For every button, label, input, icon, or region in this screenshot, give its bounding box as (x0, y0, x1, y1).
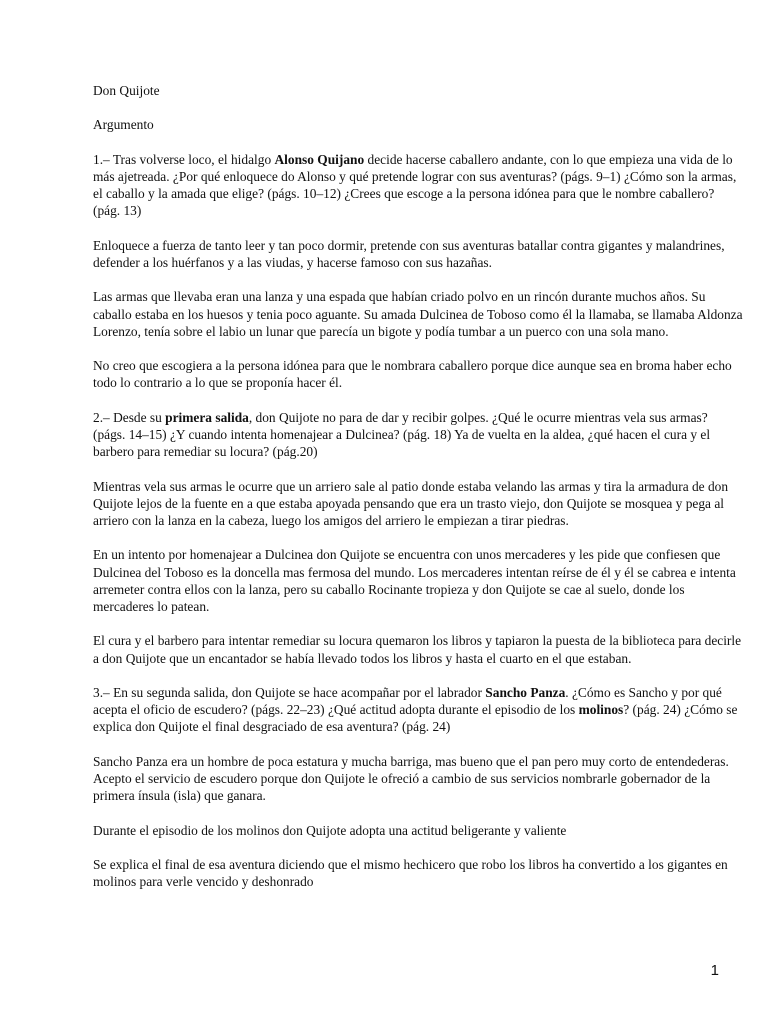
answer-1-paragraph-1: Enloquece a fuerza de tanto leer y tan poco dormir, pretende con sus aventuras batallar contra gigantes y malandrines, defender a los huérfanos y a las viudas, y hacerse famoso con sus hazañas. (93, 237, 725, 270)
question-3-middle: . ¿Cómo es Sancho y por qué acepta el oficio de escudero? (págs. 22–23) ¿Qué actitud adopta durante el episodio de los (93, 684, 722, 718)
document-title: Don Quijote (93, 83, 160, 98)
question-1-suffix: decide hacerse caballero andante, con lo que empieza una vida de lo más ajetreada. ¿Por qué enloquece do Alonso y qué pretende lograr con sus aventuras? (págs. 9–1) ¿Cómo son la armas, el caballo y la amada que elige? (págs. 10–12) ¿Crees que escoge a la persona idónea para que le nombre caballero? (pág. 13) (93, 151, 737, 219)
answer-3-paragraph-3: Se explica el final de esa aventura diciendo que el mismo hechicero que robo los libros ha convertido a los gigantes en molinos para verle vencido y deshonrado (93, 856, 728, 890)
question-2-prefix: 2.– Desde su (93, 409, 166, 425)
answer-3-paragraph-1: Sancho Panza era un hombre de poca estatura y mucha barriga, mas bueno que el pan pero muy corto de entendederas. Acepto el servicio de escudero porque don Quijote le ofreció a cambio de sus servicios nombrarle gobernador de la primera ínsula (isla) que ganara. (93, 753, 729, 804)
question-2 (93, 409, 743, 461)
page-number: 1 (710, 962, 719, 979)
question-1-bold: Alonso Quijano (274, 151, 365, 167)
answer-2-paragraph-1: Mientras vela sus armas le ocurre que un arriero sale al patio donde estaba velando las armas y tira la armadura de don Quijote lejos de la fuente en a que estaba apoyada pensando que era un trasto viejo, don Quijote se mosquea y pega al arriero con la lanza en la cabeza, luego los amigos del arriero le empiezan a tirar piedras. (93, 478, 729, 528)
answer-1-paragraph-2: Las armas que llevaba eran una lanza y una espada que habían criado polvo en un rincón durante muchos años. Su caballo estaba en los huesos y tenia poco aguante. Su amada Dulcinea de Toboso como él la llamaba, se llamaba Aldonza Lorenzo, tenía sobre el labio un lunar que parecía un bigote y podía tumbar a un puerco con una sola mano. (93, 289, 743, 339)
question-3-prefix: 3.– En su segunda salida, don Quijote se hace acompañar por el labrador (93, 684, 486, 700)
question-2-bold: primera salida (165, 409, 249, 425)
answer-2-paragraph-3: El cura y el barbero para intentar remediar su locura quemaron los libros y tapiaron la puesta de la biblioteca para decirle a don Quijote que un encantador se había llevado todos los libros y hasta el cuarto en el que estaban. (93, 633, 742, 666)
question-3-suffix: ? (pág. 24) ¿Cómo se explica don Quijote el final desgraciado de esa aventura? (pág. 24) (93, 702, 738, 735)
question-1-prefix: 1.– Tras volverse loco, el hidalgo (93, 151, 275, 167)
question-2-suffix: , don Quijote no para de dar y recibir golpes. ¿Qué le ocurre mientras vela sus armas? (págs. 14–15) ¿Y cuando intenta homenajear a Dulcinea? (pág. 18) Ya de vuelta en la aldea, ¿qué hacen el cura y el barbero para remediar su locura? (pág.20) (93, 409, 711, 460)
question-3 (93, 684, 743, 736)
answer-1-paragraph-3: No creo que escogiera a la persona idónea para que le nombrara caballero porque dice aunque sea en broma haber echo todo lo contrario a lo que se proponía hacer él. (93, 358, 732, 391)
document-body (93, 82, 743, 890)
question-1 (93, 151, 743, 220)
answer-3-paragraph-2: Durante el episodio de los molinos don Quijote adopta una actitud beligerante y valiente (93, 822, 567, 838)
answer-2-paragraph-2: En un intento por homenajear a Dulcinea don Quijote se encuentra con unos mercaderes y les pide que confiesen que Dulcinea del Toboso es la doncella mas fermosa del mundo. Los mercaderes intentan reírse de él y él se cabrea e intenta arremeter contra ellos con la lanza, pero su caballo Rocinante tropieza y don Quijote se cae al suelo, donde los mercaderes lo patean. (93, 547, 736, 614)
document-subtitle: Argumento (93, 117, 154, 133)
question-3-bold-1: Sancho Panza (485, 684, 566, 700)
question-3-bold-2: molinos (578, 702, 624, 718)
